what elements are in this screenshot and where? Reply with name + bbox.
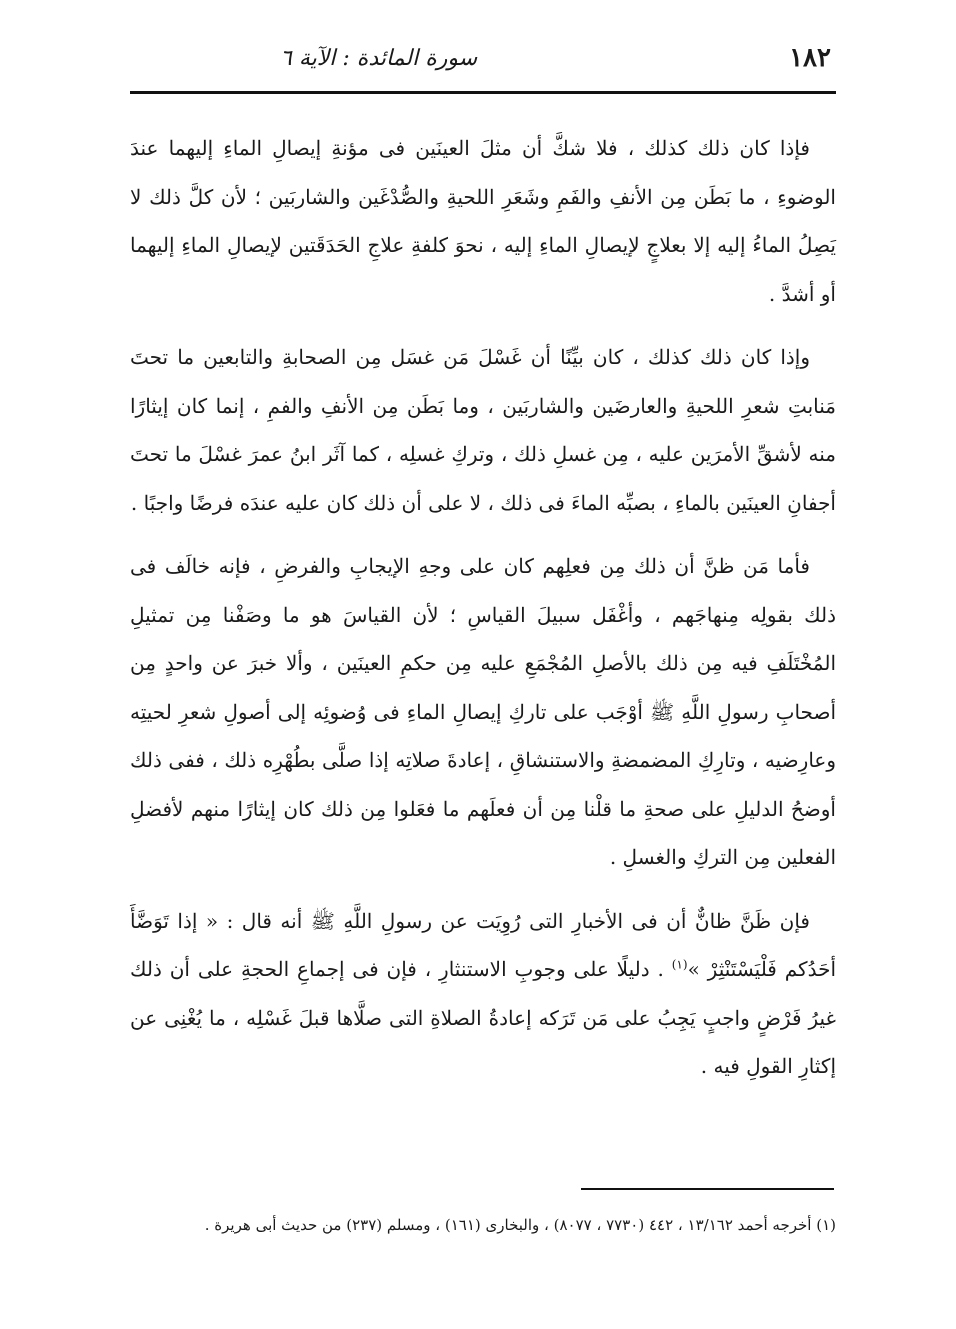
page-header <box>130 36 831 80</box>
page-number: ١٨٢ <box>789 43 831 73</box>
footnote-divider <box>581 1188 834 1190</box>
paragraph-4-text-after: . دليلًا على وجوبِ الاستنثارِ ، فإن فى إجماعِ الحجةِ على أن ذلك غيرُ فَرْضٍ واجبٍ يَجِبُ على مَن تَرَكه إعادةُ الصلاةِ التى صلَّاها قبلَ غَسْلِه ، ما يُغْنِى عن إكثارِ القولِ فيه . <box>130 957 836 1078</box>
footnote-1: (١) أخرجه أحمد ١٣/١٦٢ ، ٤٤٢ (٧٧٣٠ ، ٨٠٧٧) ، والبخارى (١٦١) ، ومسلم (٢٣٧) من حديث أبى هريرة . <box>204 1216 836 1234</box>
body-text <box>130 124 836 1106</box>
footnotes <box>130 1207 836 1243</box>
running-title: سورة المائدة : الآية ٦ <box>280 45 478 71</box>
paragraph-3: فأما مَن ظنَّ أن ذلك مِن فعلِهم كان على وجهِ الإيجابِ والفرضِ ، فإنه خالَف فى ذلك بقولِه مِنهاجَهم ، وأغْفَل سبيلَ القياسِ ؛ لأن القياسَ هو ما وصَفْنا مِن تمثيلِ المُخْتَلَفِ فيه مِن ذلك بالأصلِ المُجْمَعِ عليه مِن حكمِ العينَين ، وألا خبرَ عن واحدٍ مِن أصحابِ رسولِ اللَّهِ ﷺ أوْجَب على تاركِ إيصالِ الماءِ فى وُضوئِه إلى أصولِ شعرِ لحيتِه وعارِضيه ، وتارِكِ المضمضةِ والاستنشاقِ ، إعادةَ صلاتِه إذا صلَّى بطُهْرِه ذلك ، ففى ذلك أوضحُ الدليلِ على صحةِ ما قلْنا مِن أن فعلَهم ما فعَلوا مِن ذلك كان إيثارًا منهم لأفضلِ الفعلين مِن التركِ والغسلِ . <box>130 554 836 869</box>
footnote-reference[interactable]: (١) <box>671 957 688 972</box>
paragraph-4-text-before: فإن ظَنَّ ظانٌّ أن فى الأخبارِ التى رُوِيَت عن رسولِ اللَّهِ ﷺ أنه قال : « إذا تَوَضَّأَ أحَدُكم فَلْيَسْتَنْثِرْ » <box>130 908 836 981</box>
paragraph-1: فإذا كان ذلك كذلك ، فلا شكَّ أن مثلَ العينَين فى مؤنةِ إيصالِ الماءِ إليهما عندَ الوضوءِ ، ما بَطَن مِن الأنفِ والفَمِ وشَعَرِ اللحيةِ والصُّدْغَين والشاربَين ؛ لأن كلَّ ذلك لا يَصِلُ الماءُ إليه إلا بعلاجٍ لإيصالِ الماءِ إليه ، نحوَ كلفةِ علاجِ الحَدَقَتين لإيصالِ الماءِ إليهما أو أشدَّ . <box>130 136 836 306</box>
header-divider <box>130 91 836 94</box>
paragraph-4 <box>130 897 836 1091</box>
paragraph-2: وإذا كان ذلك كذلك ، كان بيِّنًا أن غَسْلَ مَن غسَل مِن الصحابةِ والتابعين ما تحتَ مَنابتِ شعرِ اللحيةِ والعارضَين والشاربَين ، وما بَطَن مِن الأنفِ والفمِ ، إنما كان إيثارًا منه لأشقِّ الأمرَين عليه ، مِن غسلِ ذلك ، وتركِ غسلِه ، كما آثَر ابنُ عمرَ غسْلَ ما تحتَ أجفانِ العينَين بالماءِ ، بصبِّه الماءَ فى ذلك ، لا على أن ذلك كان عليه عندَه فرضًا واجبًا . <box>130 345 836 515</box>
